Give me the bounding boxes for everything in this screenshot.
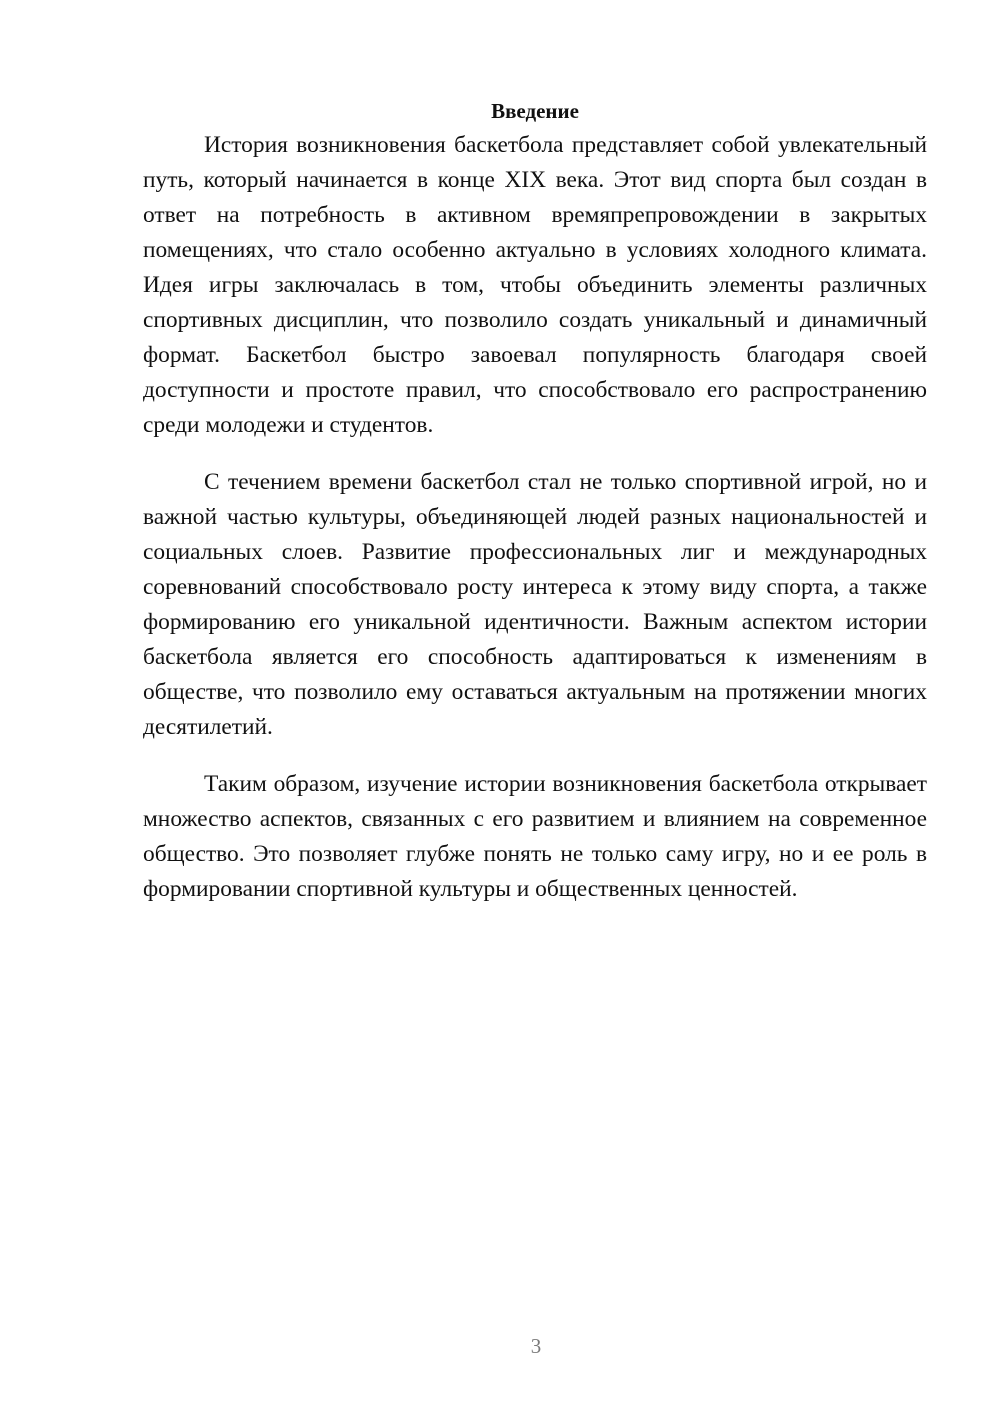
page-content [143,96,927,929]
section-title: Введение [491,99,579,123]
page-number: 3 [530,1334,542,1358]
paragraph-2: С течением времени баскетбол стал не только спортивной игрой, но и важной частью культуры, объединяющей людей разных национальностей и социальных слоев. Развитие профессиональных лиг и международных соревнований способствовало росту интереса к этому виду спорта, а также формированию его уникальной идентичности. Важным аспектом истории баскетбола является его способность адаптироваться к изменениям в обществе, что позволило ему оставаться актуальным на протяжении многих десятилетий. [143,469,927,740]
paragraph-3: Таким образом, изучение истории возникновения баскетбола открывает множество аспектов, связанных с его развитием и влиянием на современное общество. Это позволяет глубже понять не только саму игру, но и ее роль в формировании спортивной культуры и общественных ценностей. [143,771,927,902]
paragraph-1: История возникновения баскетбола представляет собой увлекательный путь, который начинается в конце XIX века. Этот вид спорта был создан в ответ на потребность в активном времяпрепровождении в закрытых помещениях, что стало особенно актуально в условиях холодного климата. Идея игры заключалась в том, чтобы объединить элементы различных спортивных дисциплин, что позволило создать уникальный и динамичный формат. Баскетбол быстро завоевал популярность благодаря своей доступности и простоте правил, что способствовало его распространению среди молодежи и студентов. [143,132,927,438]
